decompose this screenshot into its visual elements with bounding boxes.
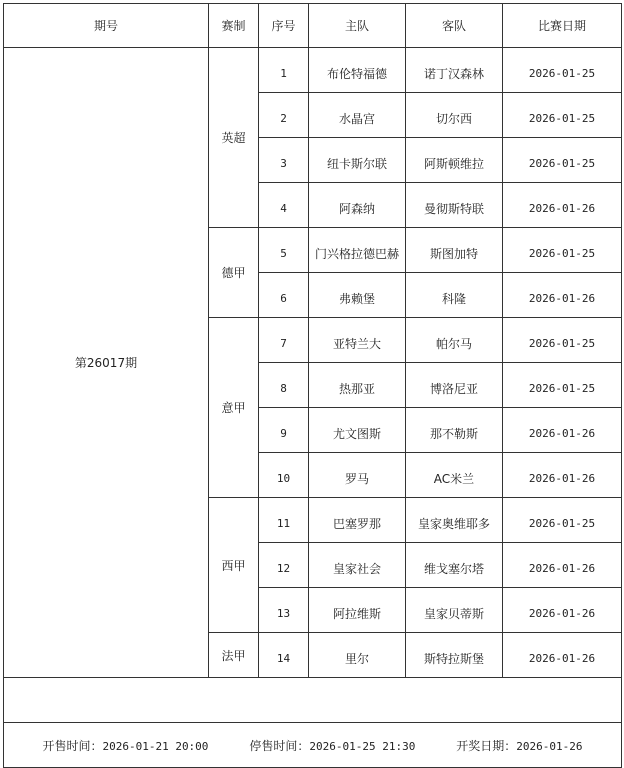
home-team: 阿森纳 bbox=[309, 183, 406, 228]
sale-start-label: 开售时间： bbox=[42, 738, 103, 753]
sale-stop-value: 2026-01-25 21:30 bbox=[309, 739, 416, 753]
header-date: 比赛日期 bbox=[503, 4, 622, 48]
home-team: 巴塞罗那 bbox=[309, 498, 406, 543]
match-date: 2026-01-25 bbox=[503, 138, 622, 183]
match-seq: 1 bbox=[259, 48, 309, 93]
match-seq: 3 bbox=[259, 138, 309, 183]
header-seq: 序号 bbox=[259, 4, 309, 48]
home-team: 阿拉维斯 bbox=[309, 588, 406, 633]
away-team: 皇家奥维耶多 bbox=[406, 498, 503, 543]
match-seq: 10 bbox=[259, 453, 309, 498]
home-team: 尤文图斯 bbox=[309, 408, 406, 453]
blank-row bbox=[4, 678, 622, 723]
away-team: 皇家贝蒂斯 bbox=[406, 588, 503, 633]
home-team: 皇家社会 bbox=[309, 543, 406, 588]
match-date: 2026-01-25 bbox=[503, 93, 622, 138]
match-seq: 8 bbox=[259, 363, 309, 408]
match-date: 2026-01-26 bbox=[503, 183, 622, 228]
issue-number: 第26017期 bbox=[4, 48, 209, 678]
away-team: 斯图加特 bbox=[406, 228, 503, 273]
sale-start bbox=[42, 737, 208, 754]
header-row bbox=[4, 4, 622, 48]
home-team: 里尔 bbox=[309, 633, 406, 678]
away-team: 帕尔马 bbox=[406, 318, 503, 363]
match-schedule-table bbox=[3, 3, 622, 768]
match-date: 2026-01-25 bbox=[503, 318, 622, 363]
away-team: 博洛尼亚 bbox=[406, 363, 503, 408]
home-team: 水晶宫 bbox=[309, 93, 406, 138]
match-date: 2026-01-26 bbox=[503, 588, 622, 633]
competition-serie-a: 意甲 bbox=[209, 318, 259, 498]
header-issue: 期号 bbox=[4, 4, 209, 48]
sale-stop bbox=[249, 737, 415, 754]
competition-premier-league: 英超 bbox=[209, 48, 259, 228]
header-home: 主队 bbox=[309, 4, 406, 48]
home-team: 热那亚 bbox=[309, 363, 406, 408]
match-seq: 14 bbox=[259, 633, 309, 678]
home-team: 门兴格拉德巴赫 bbox=[309, 228, 406, 273]
draw-date-value: 2026-01-26 bbox=[516, 739, 583, 753]
match-date: 2026-01-25 bbox=[503, 228, 622, 273]
home-team: 纽卡斯尔联 bbox=[309, 138, 406, 183]
match-date: 2026-01-26 bbox=[503, 408, 622, 453]
away-team: 斯特拉斯堡 bbox=[406, 633, 503, 678]
header-away: 客队 bbox=[406, 4, 503, 48]
away-team: AC米兰 bbox=[406, 453, 503, 498]
match-seq: 4 bbox=[259, 183, 309, 228]
match-seq: 9 bbox=[259, 408, 309, 453]
away-team: 曼彻斯特联 bbox=[406, 183, 503, 228]
footer-cell bbox=[4, 723, 622, 768]
competition-la-liga: 西甲 bbox=[209, 498, 259, 633]
header-competition: 赛制 bbox=[209, 4, 259, 48]
draw-date bbox=[456, 737, 582, 754]
sale-info bbox=[4, 737, 621, 754]
blank-cell bbox=[4, 678, 622, 723]
match-date: 2026-01-26 bbox=[503, 543, 622, 588]
match-date: 2026-01-26 bbox=[503, 453, 622, 498]
sale-stop-label: 停售时间： bbox=[249, 738, 310, 753]
match-seq: 5 bbox=[259, 228, 309, 273]
away-team: 那不勒斯 bbox=[406, 408, 503, 453]
match-seq: 11 bbox=[259, 498, 309, 543]
away-team: 阿斯顿维拉 bbox=[406, 138, 503, 183]
match-seq: 6 bbox=[259, 273, 309, 318]
sale-start-value: 2026-01-21 20:00 bbox=[102, 739, 209, 753]
draw-date-label: 开奖日期： bbox=[456, 738, 517, 753]
match-seq: 12 bbox=[259, 543, 309, 588]
home-team: 亚特兰大 bbox=[309, 318, 406, 363]
match-seq: 2 bbox=[259, 93, 309, 138]
away-team: 诺丁汉森林 bbox=[406, 48, 503, 93]
home-team: 弗赖堡 bbox=[309, 273, 406, 318]
home-team: 罗马 bbox=[309, 453, 406, 498]
match-date: 2026-01-25 bbox=[503, 48, 622, 93]
competition-ligue-1: 法甲 bbox=[209, 633, 259, 678]
table-row bbox=[4, 48, 622, 93]
match-date: 2026-01-26 bbox=[503, 633, 622, 678]
away-team: 科隆 bbox=[406, 273, 503, 318]
match-date: 2026-01-26 bbox=[503, 273, 622, 318]
footer-row bbox=[4, 723, 622, 768]
match-date: 2026-01-25 bbox=[503, 498, 622, 543]
match-seq: 7 bbox=[259, 318, 309, 363]
match-date: 2026-01-25 bbox=[503, 363, 622, 408]
competition-bundesliga: 德甲 bbox=[209, 228, 259, 318]
away-team: 切尔西 bbox=[406, 93, 503, 138]
away-team: 维戈塞尔塔 bbox=[406, 543, 503, 588]
home-team: 布伦特福德 bbox=[309, 48, 406, 93]
match-seq: 13 bbox=[259, 588, 309, 633]
